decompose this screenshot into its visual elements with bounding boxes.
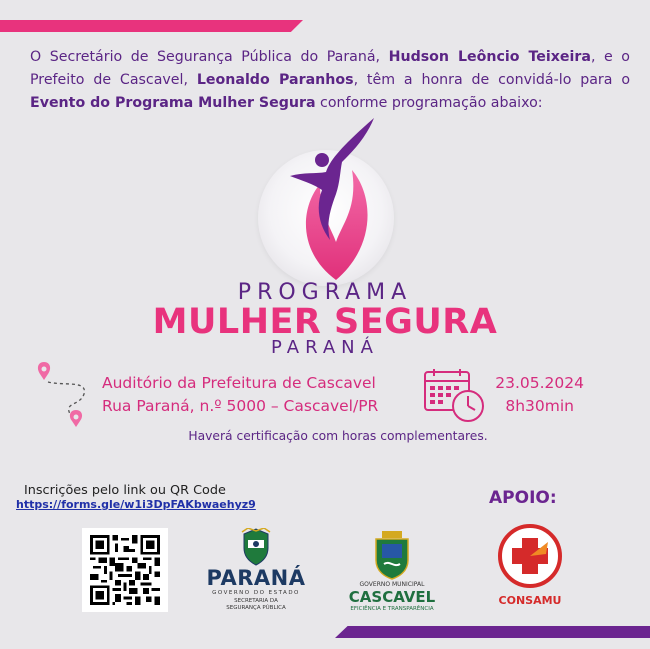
- program-title-line-2: MULHER SEGURA: [152, 302, 498, 342]
- event-time: 8h30min: [505, 397, 574, 415]
- registration-label: Inscrições pelo link ou QR Code: [24, 483, 226, 498]
- program-title-line-1: PROGRAMA: [237, 280, 413, 305]
- invitation-text: [30, 46, 630, 115]
- cascavel-logo-tagline: EFICIÊNCIA E TRANSPARÊNCIA: [350, 606, 434, 612]
- event-name: Evento do Programa Mulher Segura: [30, 95, 316, 111]
- mayor-name: Leonaldo Paranhos: [196, 72, 354, 88]
- parana-government-logo: [204, 528, 308, 612]
- event-date: 23.05.2024: [495, 374, 584, 392]
- top-accent-bar: [0, 20, 303, 32]
- cascavel-coat-of-arms-icon: [372, 530, 412, 580]
- registration-link[interactable]: https://forms.gle/w1i3DpFAKbwaehyz9: [16, 498, 256, 511]
- consamu-logo: [488, 522, 572, 610]
- parana-coat-of-arms-icon: [240, 528, 272, 566]
- cascavel-government-logo: [344, 530, 440, 614]
- parana-logo-sub-1: GOVERNO DO ESTADO: [212, 590, 300, 596]
- location-path-icon: [34, 358, 94, 430]
- intro-part-2: , e o Prefeito de Cascavel,: [30, 49, 630, 88]
- intro-part-1: O Secretário de Segurança Pública do Paraná,: [30, 49, 389, 65]
- parana-logo-sub-3: SEGURANÇA PÚBLICA: [226, 605, 286, 611]
- intro-part-3: , têm a honra de convidá-lo para o: [353, 72, 631, 88]
- consamu-cross-icon: [498, 524, 562, 588]
- consamu-logo-word: CONSAMU: [498, 594, 562, 607]
- cascavel-logo-word: CASCAVEL: [348, 588, 436, 606]
- parana-logo-sub-2: SECRETARIA DA: [234, 598, 278, 604]
- intro-part-4: conforme programação abaixo:: [315, 95, 543, 111]
- certification-note: Haverá certificação com horas complementares.: [188, 429, 488, 443]
- qr-code[interactable]: [82, 528, 168, 612]
- qr-code-icon: [89, 535, 161, 605]
- program-title-line-3: PARANÁ: [271, 337, 379, 358]
- cascavel-logo-sub: GOVERNO MUNICIPAL: [359, 581, 425, 588]
- support-label: APOIO:: [489, 488, 557, 508]
- venue-name: Auditório da Prefeitura de Cascavel: [102, 374, 376, 392]
- calendar-clock-icon: [422, 368, 486, 424]
- secretary-name: Hudson Leôncio Teixeira: [388, 49, 591, 65]
- woman-figure-logo-icon: [270, 112, 390, 282]
- bottom-accent-bar: [335, 626, 650, 638]
- parana-logo-word: PARANÁ: [206, 566, 306, 590]
- venue-address: Rua Paraná, n.º 5000 – Cascavel/PR: [102, 397, 379, 415]
